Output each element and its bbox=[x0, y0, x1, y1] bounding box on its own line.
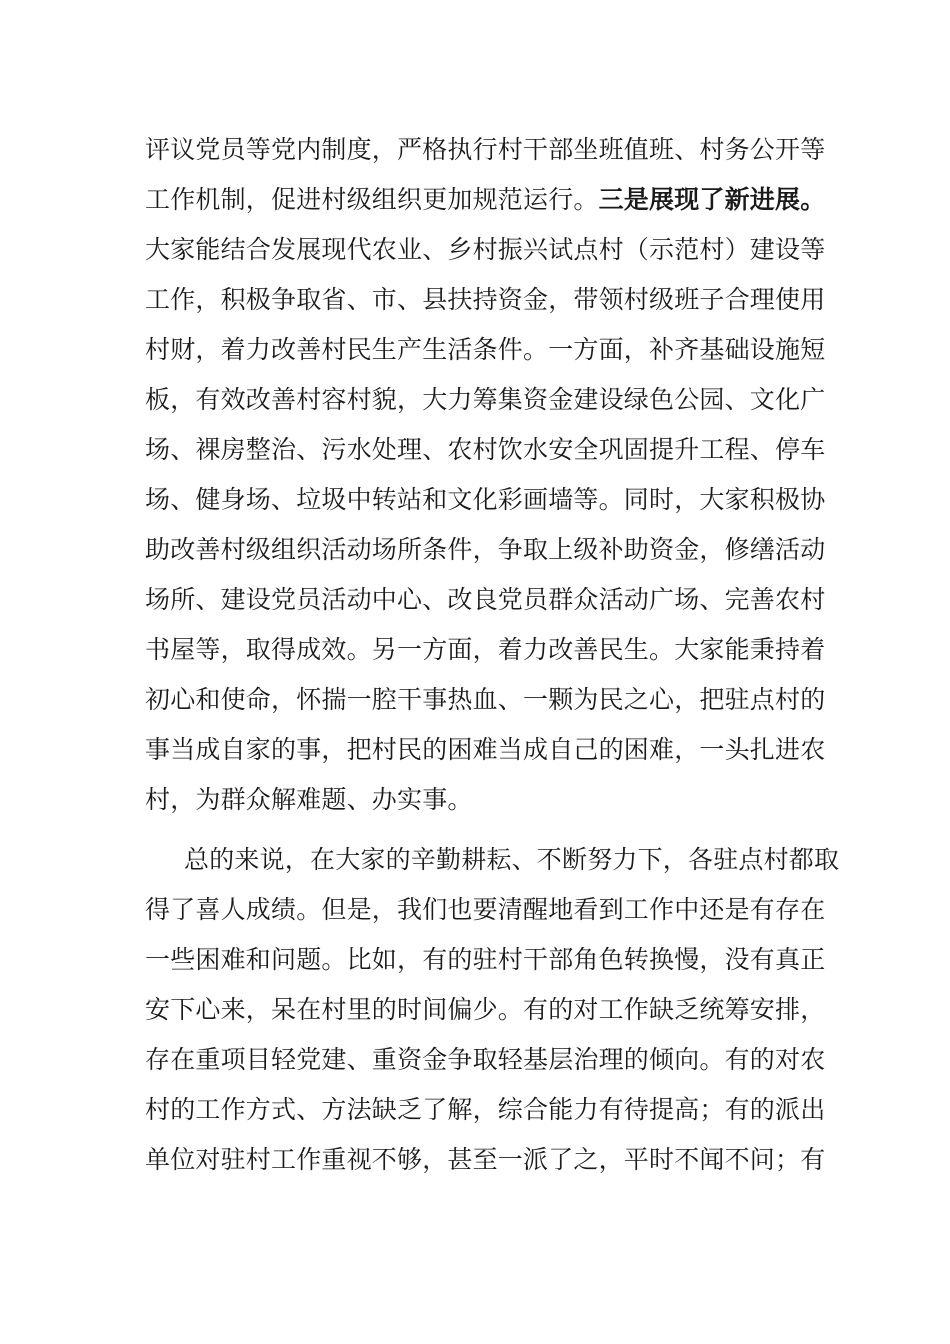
paragraph-1-line-4: 工作，积极争取省、市、县扶持资金，带领村级班子合理使用 bbox=[145, 285, 826, 314]
paragraph-1-line-12: 初心和使命，怀揣一腔干事热血、一颗为民之心，把驻点村的 bbox=[145, 685, 826, 714]
paragraph-1-line-11: 书屋等，取得成效。另一方面，着力改善民生。大家能秉持着 bbox=[145, 635, 826, 664]
paragraph-1-line-2-text: 工作机制，促进村级组织更加规范运行。 bbox=[145, 185, 599, 214]
paragraph-2-line-7: 单位对驻村工作重视不够，甚至一派了之，平时不闻不问；有 bbox=[145, 1145, 826, 1174]
paragraph-2-line-5: 存在重项目轻党建、重资金争取轻基层治理的倾向。有的对农 bbox=[145, 1045, 826, 1074]
paragraph-2-line-6: 村的工作方式、方法缺乏了解，综合能力有待提高；有的派出 bbox=[145, 1095, 826, 1124]
paragraph-1-line-9: 助改善村级组织活动场所条件，争取上级补助资金，修缮活动 bbox=[145, 535, 826, 564]
paragraph-2-line-3: 一些困难和问题。比如，有的驻村干部角色转换慢，没有真正 bbox=[145, 945, 826, 974]
section-heading-bold: 三是展现了新进展。 bbox=[598, 185, 826, 214]
paragraph-1-line-13: 事当成自家的事，把村民的困难当成自己的困难，一头扎进农 bbox=[145, 735, 826, 764]
paragraph-1-line-3: 大家能结合发展现代农业、乡村振兴试点村（示范村）建设等 bbox=[145, 235, 826, 264]
paragraph-1-line-1: 评议党员等党内制度，严格执行村干部坐班值班、村务公开等 bbox=[145, 135, 826, 164]
paragraph-1-line-2 bbox=[145, 185, 825, 215]
paragraph-1-line-7: 场、裸房整治、污水处理、农村饮水安全巩固提升工程、停车 bbox=[145, 435, 826, 464]
paragraph-1-line-8: 场、健身场、垃圾中转站和文化彩画墙等。同时，大家积极协 bbox=[145, 485, 826, 514]
paragraph-1-line-14: 村，为群众解难题、办实事。 bbox=[145, 785, 473, 814]
paragraph-1-line-10: 场所、建设党员活动中心、改良党员群众活动广场、完善农村 bbox=[145, 585, 826, 614]
paragraph-2-line-4: 安下心来，呆在村里的时间偏少。有的对工作缺乏统筹安排， bbox=[145, 995, 826, 1024]
paragraph-2-line-1: 总的来说，在大家的辛勤耕耘、不断努力下，各驻点村都取 bbox=[184, 845, 840, 874]
paragraph-1-line-5: 村财，着力改善村民生产生活条件。一方面，补齐基础设施短 bbox=[145, 335, 826, 364]
paragraph-1-line-6: 板，有效改善村容村貌，大力筹集资金建设绿色公园、文化广 bbox=[145, 385, 826, 414]
paragraph-2-line-2: 得了喜人成绩。但是，我们也要清醒地看到工作中还是有存在 bbox=[145, 895, 826, 924]
